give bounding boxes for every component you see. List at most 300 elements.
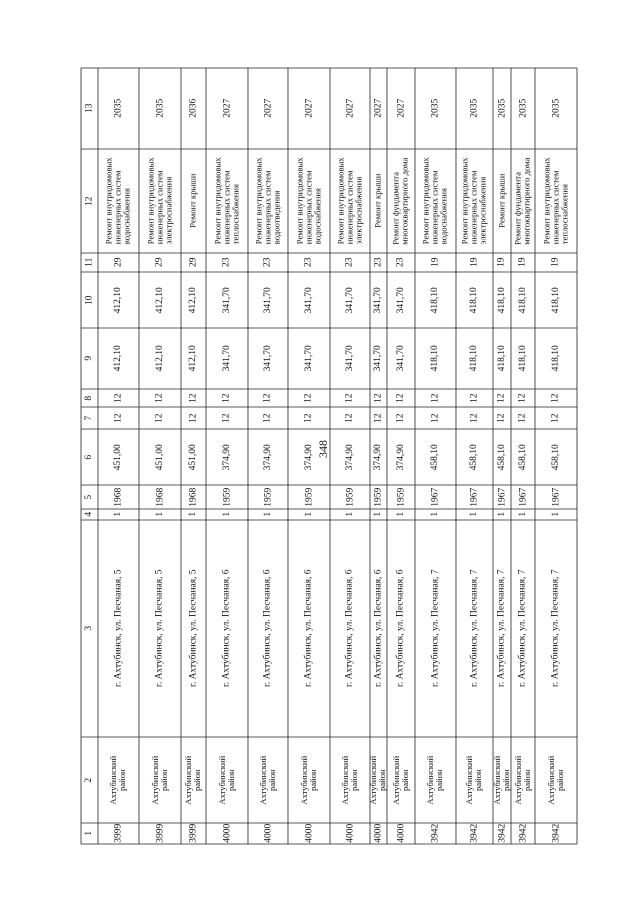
row-9-buildings-count-text: 1 [395,512,406,517]
row-14-area-a [535,328,577,389]
row-2-buildings-count [139,509,181,520]
row-13-total-area [511,429,535,485]
row-5-repair-type [248,149,288,253]
row-2-repair-type [139,149,181,253]
row-4-address [206,520,248,737]
row-14-col-7-text: 12 [550,413,561,423]
header-col-9-text: 9 [84,356,95,361]
row-7-district-text: Ахтубинский район [339,755,359,805]
row-14-total-area [535,429,577,485]
row-11-residents [456,253,493,272]
row-2-address-text: г. Ахтубинск, ул. Песчаная, 5 [154,569,165,688]
row-6-year-built-text: 1959 [303,487,314,507]
row-2-plan-year [139,68,181,149]
row-5-residents [248,253,288,272]
header-col-2-text: 2 [84,777,95,783]
row-3-col-7-text: 12 [188,413,199,423]
row-5-buildings-count [248,509,288,520]
row-11-district [456,737,493,823]
row-6-area-b [288,272,330,328]
row-7-area-b [330,272,370,328]
row-13-buildings-count-text: 1 [517,512,528,517]
row-4-col-7-text: 12 [221,413,232,423]
row-4-district [206,737,248,823]
row-8-area-a-text: 341,70 [373,345,384,372]
row-2-buildings-count-text: 1 [154,512,165,517]
row-8-plan-year [370,68,387,149]
row-14-repair-type [535,149,577,253]
header-col-4 [81,509,98,520]
row-3-residents-text: 29 [188,257,199,268]
row-2-col-8 [139,389,181,407]
row-6-buildings-count [288,509,330,520]
header-col-10-text: 10 [84,295,95,305]
row-7-year-built-text: 1959 [344,487,355,507]
row-7-plan-year [330,68,370,149]
header-col-3-text: 3 [84,626,95,631]
row-9-address-text: г. Ахтубинск, ул. Песчаная, 6 [395,569,406,688]
row-14-district [535,737,577,823]
header-col-11-text: 11 [84,257,95,268]
row-6-area-b-text: 341,70 [303,286,314,314]
row-10-area-a-text: 418,10 [430,345,441,372]
header-col-7 [81,407,98,429]
header-col-1-text: 1 [84,831,95,836]
row-2-col-7-text: 12 [154,413,165,423]
row-10-area-b-text: 418,10 [430,286,441,314]
row-7-col-7-text: 12 [344,413,355,423]
row-12-address-text: г. Ахтубинск, ул. Песчаная, 7 [496,569,507,688]
row-11-row-id-text: 3942 [469,824,480,843]
header-col-13-text: 13 [84,103,95,114]
row-9-col-7-text: 12 [395,413,406,423]
row-12-buildings-count-text: 1 [496,512,507,517]
row-9-total-area-text: 374,90 [395,443,406,471]
row-1-district-text: Ахтубинский район [108,755,128,805]
row-13-col-8-text: 12 [517,393,528,403]
row-4-row-id-text: 4000 [221,824,232,843]
row-2-col-7 [139,407,181,429]
row-1-col-7-text: 12 [113,413,124,423]
row-2-residents [139,253,181,272]
row-8-address-text: г. Ахтубинск, ул. Песчаная, 6 [373,569,384,688]
row-6-residents-text: 23 [303,257,314,268]
row-13-residents-text: 19 [517,257,528,268]
row-5-address-text: г. Ахтубинск, ул. Песчаная, 6 [262,569,273,688]
row-13-area-a [511,328,535,389]
row-11-area-a-text: 418,10 [469,345,480,372]
row-3-area-b-text: 412,10 [188,286,199,314]
row-4-year-built [206,485,248,509]
row-10-address-text: г. Ахтубинск, ул. Песчаная, 7 [430,569,441,688]
row-5-year-built [248,485,288,509]
row-1-row-id-text: 3999 [113,824,124,843]
header-col-9 [81,328,98,389]
row-11-residents-text: 19 [469,257,480,268]
row-5-area-a [248,328,288,389]
row-5-address [248,520,288,737]
row-7-residents [330,253,370,272]
row-9-area-b [387,272,415,328]
row-2-area-b-text: 412,10 [154,286,165,314]
row-12-area-a [493,328,511,389]
header-col-5 [81,485,98,509]
row-11-plan-year [456,68,493,149]
row-8-buildings-count [370,509,387,520]
row-13-repair-type [511,149,535,253]
row-3-row-id [181,823,206,844]
row-11-repair-type [456,149,493,253]
row-5-repair-type-text: Ремонт внутридомовых инженерных систем водоотведения [253,157,282,245]
row-10-repair-type [415,149,456,253]
header-col-11 [81,253,98,272]
row-8-district-text: Ахтубинский район [368,755,388,805]
row-9-residents [387,253,415,272]
header-col-12-text: 12 [84,196,95,206]
row-14-plan-year [535,68,577,149]
row-1-row-id [98,823,139,844]
row-14-repair-type-text: Ремонт внутридомовых инженерных систем теплоснабжения [541,157,570,245]
row-4-col-8 [206,389,248,407]
row-6-residents [288,253,330,272]
row-8-col-8 [370,389,387,407]
row-1-repair-type [98,149,139,253]
row-10-area-a [415,328,456,389]
row-1-plan-year [98,68,139,149]
row-13-district-text: Ахтубинский район [512,755,532,805]
row-3-total-area-text: 451,00 [188,443,199,471]
row-3-plan-year-text: 2036 [188,99,199,118]
row-9-row-id-text: 4000 [395,824,406,843]
row-8-plan-year-text: 2027 [373,99,384,118]
row-7-row-id [330,823,370,844]
row-14-district-text: Ахтубинский район [545,755,565,805]
row-13-residents [511,253,535,272]
row-1-repair-type-text: Ремонт внутридомовых инженерных систем водоснабжения [103,157,133,245]
row-1-buildings-count [98,509,139,520]
row-6-repair-type-text: Ремонт внутридомовых инженерных систем водоснабжения [294,157,323,245]
row-9-district [387,737,415,823]
row-9-row-id [387,823,415,844]
row-10-col-7-text: 12 [430,413,441,423]
row-12-district-text: Ахтубинский район [491,755,511,805]
row-6-district-text: Ахтубинский район [298,755,318,805]
row-11-area-b-text: 418,10 [469,286,480,314]
header-col-7-text: 7 [84,415,95,421]
row-6-row-id [288,823,330,844]
row-7-total-area-text: 374,90 [344,443,355,471]
row-5-plan-year-text: 2027 [262,99,273,118]
row-1-area-a-text: 412,10 [113,345,124,372]
row-10-total-area-text: 458,10 [430,443,441,471]
row-3-area-a [181,328,206,389]
row-8-row-id-text: 4000 [373,824,384,843]
row-4-area-b [206,272,248,328]
row-8-row-id [370,823,387,844]
row-14-col-7 [535,407,577,429]
row-8-repair-type-text: Ремонт крыши [372,173,383,229]
row-7-buildings-count-text: 1 [344,512,355,517]
row-11-address [456,520,493,737]
row-9-residents-text: 23 [395,257,406,268]
row-1-address-text: г. Ахтубинск, ул. Песчаная, 5 [113,569,124,688]
row-12-district [493,737,511,823]
row-4-row-id [206,823,248,844]
row-14-address-text: г. Ахтубинск, ул. Песчаная, 7 [550,569,561,688]
row-2-year-built [139,485,181,509]
row-6-year-built [288,485,330,509]
row-6-buildings-count-text: 1 [303,512,314,517]
row-7-plan-year-text: 2027 [344,99,355,118]
row-8-col-8-text: 12 [373,393,384,403]
row-1-area-a [98,328,139,389]
row-1-total-area [98,429,139,485]
row-8-residents-text: 23 [373,257,384,268]
header-col-6-text: 6 [84,454,95,460]
row-6-area-a-text: 341,70 [303,345,314,372]
row-10-total-area [415,429,456,485]
row-8-col-7 [370,407,387,429]
row-9-district-text: Ахтубинский район [390,755,410,805]
row-4-col-8-text: 12 [221,393,232,403]
header-col-5-text: 5 [84,494,95,500]
row-5-area-b-text: 341,70 [262,286,273,314]
row-5-col-8 [248,389,288,407]
row-13-total-area-text: 458,10 [517,443,528,471]
row-12-year-built [493,485,511,509]
row-12-repair-type [493,149,511,253]
row-4-year-built-text: 1959 [221,487,232,507]
row-11-plan-year-text: 2035 [469,99,480,118]
row-9-area-a-text: 341,70 [395,345,406,372]
row-9-repair-type [387,149,415,253]
row-5-row-id [248,823,288,844]
row-6-plan-year-text: 2027 [303,99,314,118]
row-14-year-built-text: 1967 [550,487,561,507]
row-4-total-area [206,429,248,485]
row-4-residents-text: 23 [221,257,232,268]
row-7-col-8-text: 12 [344,393,355,403]
row-6-area-a [288,328,330,389]
row-14-row-id-text: 3942 [550,824,561,843]
row-6-row-id-text: 4000 [303,824,314,843]
row-11-total-area-text: 458,10 [469,443,480,471]
row-4-area-a-text: 341,70 [221,345,232,372]
row-14-residents-text: 19 [550,257,561,268]
row-6-address-text: г. Ахтубинск, ул. Песчаная, 6 [303,569,314,688]
row-12-area-b-text: 418,10 [496,286,507,314]
row-9-total-area [387,429,415,485]
row-1-buildings-count-text: 1 [113,512,124,517]
row-13-col-7-text: 12 [517,413,528,423]
row-3-total-area [181,429,206,485]
row-5-area-a-text: 341,70 [262,345,273,372]
row-14-total-area-text: 458,10 [550,443,561,471]
row-7-address [330,520,370,737]
row-9-address [387,520,415,737]
row-8-buildings-count-text: 1 [373,512,384,517]
row-7-area-a [330,328,370,389]
row-7-total-area [330,429,370,485]
row-8-area-a [370,328,387,389]
row-5-total-area [248,429,288,485]
row-3-repair-type [181,149,206,253]
row-6-repair-type [288,149,330,253]
row-13-row-id-text: 3942 [517,824,528,843]
row-5-district [248,737,288,823]
row-8-area-b-text: 341,70 [373,286,384,314]
row-7-year-built [330,485,370,509]
row-7-repair-type [330,149,370,253]
row-8-district [370,737,387,823]
row-12-col-8-text: 12 [496,393,507,403]
row-11-col-8-text: 12 [469,393,480,403]
row-3-address-text: г. Ахтубинск, ул. Песчаная, 5 [188,569,199,688]
row-9-year-built-text: 1959 [395,487,406,507]
row-13-district [511,737,535,823]
row-10-buildings-count [415,509,456,520]
row-10-district [415,737,456,823]
row-3-area-a-text: 412,10 [188,345,199,372]
row-2-plan-year-text: 2035 [154,99,165,118]
row-9-repair-type-text: Ремонт фундамента многоквартирного дома [390,157,410,245]
row-10-col-8-text: 12 [430,393,441,403]
row-4-buildings-count [206,509,248,520]
row-3-year-built [181,485,206,509]
row-3-buildings-count [181,509,206,520]
row-12-col-8 [493,389,511,407]
row-9-plan-year-text: 2027 [395,99,406,118]
row-1-residents-text: 29 [113,257,124,268]
header-col-8-text: 8 [84,395,95,401]
row-1-col-8-text: 12 [113,393,124,403]
row-2-repair-type-text: Ремонт внутридомовых инженерных систем электроснабжения [145,157,174,245]
row-2-residents-text: 29 [154,257,165,268]
row-6-col-7-text: 12 [303,413,314,423]
row-7-col-8 [330,389,370,407]
row-6-total-area-text: 374,90 [303,443,314,471]
row-1-address [98,520,139,737]
row-2-total-area [139,429,181,485]
row-9-col-8-text: 12 [395,393,406,403]
row-2-district-text: Ахтубинский район [149,755,169,805]
row-7-col-7 [330,407,370,429]
header-col-8 [81,389,98,407]
row-5-residents-text: 23 [262,257,273,268]
row-13-row-id [511,823,535,844]
row-13-plan-year [511,68,535,149]
row-10-year-built [415,485,456,509]
row-13-area-a-text: 418,10 [517,345,528,372]
row-12-row-id-text: 3942 [496,824,507,843]
row-14-buildings-count-text: 1 [550,512,561,517]
row-3-repair-type-text: Ремонт крыши [187,173,198,229]
capital-repair-table [81,68,570,844]
row-12-area-a-text: 418,10 [496,345,507,372]
row-11-col-7 [456,407,493,429]
row-4-area-b-text: 341,70 [221,286,232,314]
row-6-col-8-text: 12 [303,393,314,403]
row-9-col-7 [387,407,415,429]
row-5-row-id-text: 4000 [262,824,273,843]
header-col-2 [81,737,98,823]
row-2-area-a [139,328,181,389]
row-7-area-a-text: 341,70 [344,345,355,372]
row-13-col-7 [511,407,535,429]
row-4-address-text: г. Ахтубинск, ул. Песчаная, 6 [221,569,232,688]
row-11-total-area [456,429,493,485]
row-5-area-b [248,272,288,328]
row-10-plan-year [415,68,456,149]
row-13-area-b-text: 418,10 [517,286,528,314]
row-3-plan-year [181,68,206,149]
row-14-row-id [535,823,577,844]
row-4-area-a [206,328,248,389]
row-12-row-id [493,823,511,844]
row-8-repair-type [370,149,387,253]
row-12-address [493,520,511,737]
row-13-buildings-count [511,509,535,520]
row-8-year-built-text: 1959 [373,487,384,507]
row-14-area-a-text: 418,10 [550,345,561,372]
row-1-year-built [98,485,139,509]
row-11-address-text: г. Ахтубинск, ул. Песчаная, 7 [469,569,480,688]
row-13-col-8 [511,389,535,407]
row-11-area-a [456,328,493,389]
row-4-total-area-text: 374,90 [221,443,232,471]
row-6-col-7 [288,407,330,429]
row-1-col-8 [98,389,139,407]
row-10-residents [415,253,456,272]
row-6-district [288,737,330,823]
row-9-area-a [387,328,415,389]
row-14-area-b-text: 418,10 [550,286,561,314]
row-13-address [511,520,535,737]
row-1-area-b-text: 412,10 [113,286,124,314]
row-3-district [181,737,206,823]
row-14-residents [535,253,577,272]
row-4-plan-year-text: 2027 [221,99,232,118]
row-8-year-built [370,485,387,509]
row-14-col-8 [535,389,577,407]
row-12-total-area [493,429,511,485]
row-13-year-built [511,485,535,509]
row-14-plan-year-text: 2035 [550,99,561,118]
row-11-year-built [456,485,493,509]
row-4-district-text: Ахтубинский район [216,755,236,805]
row-6-address [288,520,330,737]
header-col-6 [81,429,98,485]
row-6-total-area [288,429,330,485]
row-12-year-built-text: 1967 [496,487,507,507]
row-5-district-text: Ахтубинский район [257,755,277,805]
header-col-1 [81,823,98,844]
row-3-col-8 [181,389,206,407]
row-9-col-8 [387,389,415,407]
row-8-total-area [370,429,387,485]
row-3-year-built-text: 1968 [188,487,199,507]
row-1-total-area-text: 451,00 [113,443,124,471]
header-col-10 [81,272,98,328]
row-1-col-7 [98,407,139,429]
row-2-area-a-text: 412,10 [154,345,165,372]
row-3-col-8-text: 12 [188,393,199,403]
row-11-district-text: Ахтубинский район [464,755,484,805]
row-13-repair-type-text: Ремонт фундамента многоквартирного дома [512,157,532,245]
row-11-col-8 [456,389,493,407]
row-14-buildings-count [535,509,577,520]
row-12-col-7 [493,407,511,429]
